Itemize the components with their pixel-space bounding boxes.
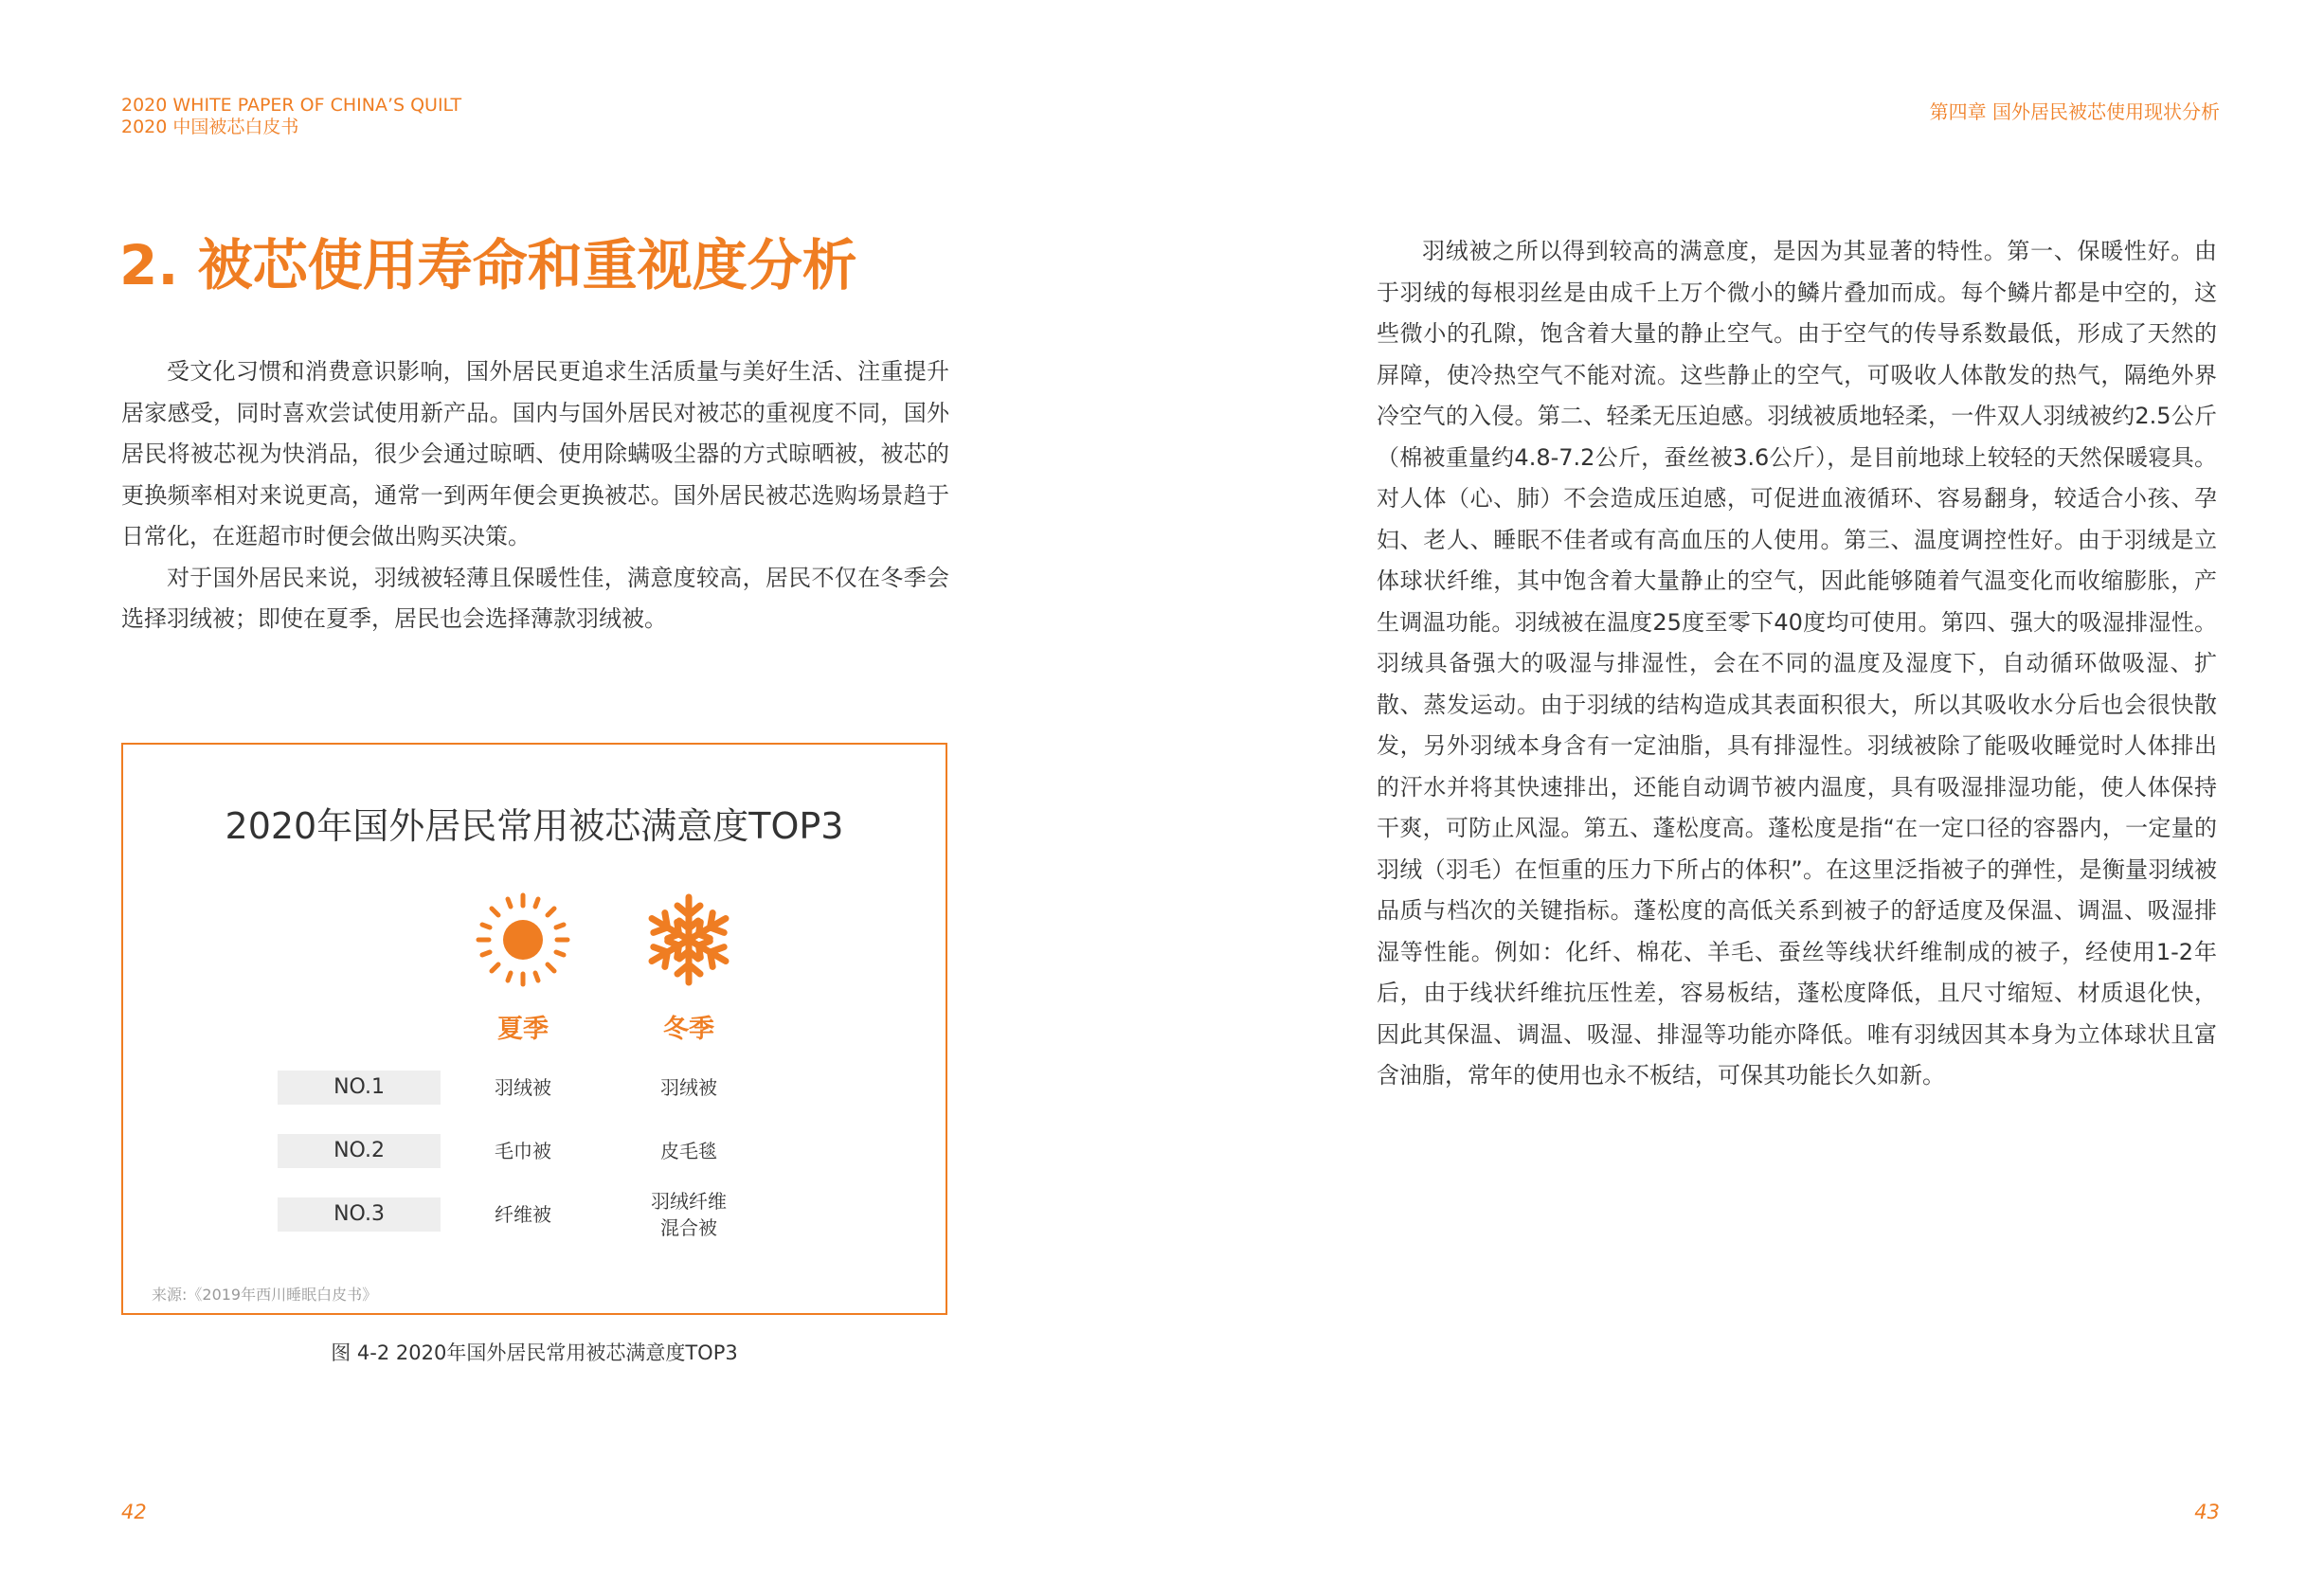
paragraph: 对于国外居民来说，羽绒被轻薄且保暖性佳，满意度较高，居民不仅在冬季会选择羽绒被；即使在夏季，居民也会选择薄款羽绒被。	[121, 564, 949, 632]
rank-label: NO.2	[278, 1134, 441, 1168]
running-header-left	[121, 95, 461, 138]
satisfaction-table-figure	[121, 743, 947, 1315]
season-winter: 冬季	[663, 1015, 714, 1044]
sun-icon	[476, 892, 570, 991]
summer-cell: 毛巾被	[495, 1140, 551, 1162]
figure-caption: 图 4-2 2020年国外居民常用被芯满意度TOP3	[331, 1341, 738, 1364]
summer-cell: 羽绒被	[495, 1076, 551, 1099]
page-number-right: 43	[2194, 1501, 2220, 1523]
paragraph: 受文化习惯和消费意识影响，国外居民更追求生活质量与美好生活、注重提升居家感受，同时喜欢尝试使用新产品。国内与国外居民对被芯的重视度不同，国外居民将被芯视为快消品，很少会通过晾晒、使用除螨吸尘器的方式晾晒被，被芯的更换频率相对来说更高，通常一到两年便会更换被芯。国外居民被芯选购场景趋于日常化，在逛超市时便会做出购买决策。	[121, 358, 949, 549]
header-chinese-title: 2020 中国被芯白皮书	[121, 117, 299, 137]
section-title: 2. 被芯使用寿命和重视度分析	[119, 233, 857, 297]
right-body-text	[1377, 231, 2217, 1097]
page-number-left: 42	[121, 1501, 147, 1523]
summer-cell: 纤维被	[495, 1203, 551, 1226]
source-note: 来源:《2019年西川睡眠白皮书》	[152, 1286, 378, 1304]
left-body-text	[121, 351, 949, 640]
snowflake-icon	[641, 892, 736, 991]
header-english-title: 2020 WHITE PAPER OF CHINA’S QUILT	[121, 95, 462, 116]
rank-label: NO.1	[278, 1071, 441, 1105]
figure-title: 2020年国外居民常用被芯满意度TOP3	[225, 805, 844, 847]
season-summer: 夏季	[497, 1015, 549, 1044]
paragraph: 羽绒被之所以得到较高的满意度，是因为其显著的特性。第一、保暖性好。由于羽绒的每根羽丝是由成千上万个微小的鳞片叠加而成。每个鳞片都是中空的，这些微小的孔隙，饱含着大量的静止空气。由于空气的传导系数最低，形成了天然的屏障，使冷热空气不能对流。这些静止的空气，可吸收人体散发的热气，隔绝外界冷空气的入侵。第二、轻柔无压迫感。羽绒被质地轻柔，一件双人羽绒被约2.5公斤（棉被重量约4.8-7.2公斤，蚕丝被3.6公斤），是目前地球上较轻的天然保暖寝具。对人体（心、肺）不会造成压迫感，可促进血液循环、容易翻身，较适合小孩、孕妇、老人、睡眠不佳者或有高血压的人使用。第三、温度调控性好。由于羽绒是立体球状纤维，其中饱含着大量静止的空气，因此能够随着气温变化而收缩膨胀，产生调温功能。羽绒被在温度25度至零下40度均可使用。第四、强大的吸湿排湿性。羽绒具备强大的吸湿与排湿性，会在不同的温度及湿度下，自动循环做吸湿、扩散、蒸发运动。由于羽绒的结构造成其表面积很大，所以其吸收水分后也会很快散发，另外羽绒本身含有一定油脂，具有排湿性。羽绒被除了能吸收睡觉时人体排出的汗水并将其快速排出，还能自动调节被内温度，具有吸湿排湿功能，使人体保持干爽，可防止风湿。第五、蓬松度高。蓬松度是指“在一定口径的容器内，一定量的羽绒（羽毛）在恒重的压力下所占的体积”。在这里泛指被子的弹性，是衡量羽绒被品质与档次的关键指标。蓬松度的高低关系到被子的舒适度及保温、调温、吸湿排湿等性能。例如：化纤、棉花、羊毛、蚕丝等线状纤维制成的被子，经使用1-2年后，由于线状纤维抗压性差，容易板结，蓬松度降低，且尺寸缩短、材质退化快，因此其保温、调温、吸湿、排湿等功能亦降低。唯有羽绒因其本身为立体球状且富含油脂，常年的使用也永不板结，可保其功能长久如新。	[1377, 238, 2217, 1089]
winter-cell: 羽绒被	[660, 1076, 717, 1099]
chapter-header: 第四章 国外居民被芯使用现状分析	[1929, 100, 2220, 123]
winter-cell: 羽绒纤维 混合被	[651, 1190, 727, 1239]
rank-label: NO.3	[278, 1197, 441, 1232]
winter-cell: 皮毛毯	[660, 1140, 717, 1162]
